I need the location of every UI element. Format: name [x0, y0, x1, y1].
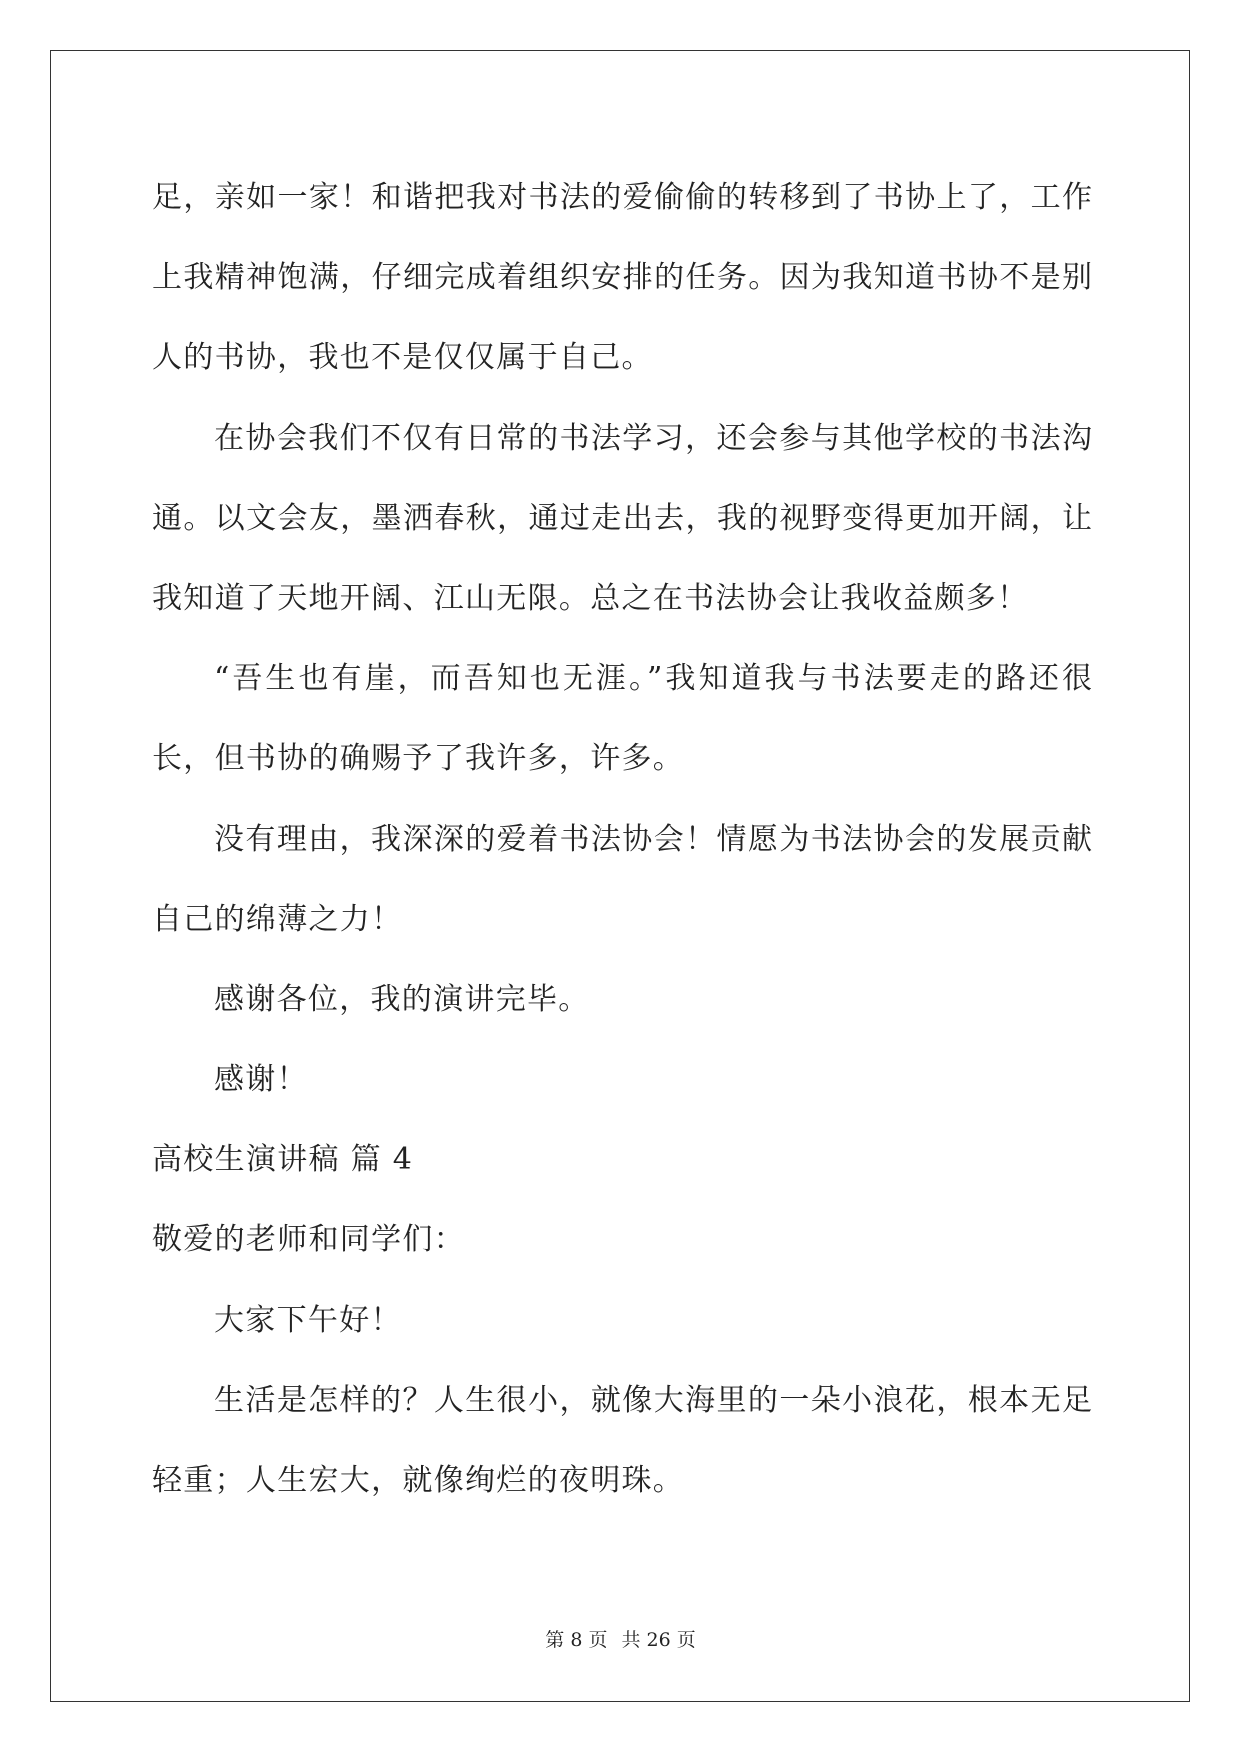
paragraph-start-line: 大家下午好！ — [214, 1302, 402, 1338]
paragraph-start-line: “吾生也有崖，而吾知也无涯。”我知道我与书法要走的路还很 — [214, 661, 1092, 697]
page-footer — [0, 1625, 1241, 1652]
salutation: 敬爱的老师和同学们： — [152, 1222, 465, 1258]
paragraph-start-line: 感谢各位，我的演讲完毕。 — [214, 981, 590, 1017]
page-total: 共 26 页 — [621, 1629, 696, 1651]
text-line: 自己的绵薄之力！ — [152, 901, 403, 937]
text-line: 轻重；人生宏大，就像绚烂的夜明珠。 — [152, 1463, 685, 1498]
paragraph-start-line: 感谢！ — [214, 1062, 308, 1098]
text-line: 足，亲如一家！和谐把我对书法的爱偷偷的转移到了书协上了，工作 — [152, 180, 1092, 215]
paragraph-start-line: 在协会我们不仅有日常的书法学习，还会参与其他学校的书法沟 — [214, 420, 1092, 456]
paragraph-start-line: 生活是怎样的？人生很小，就像大海里的一朵小浪花，根本无足 — [214, 1382, 1092, 1418]
text-line: 上我精神饱满，仔细完成着组织安排的任务。因为我知道书协不是别 — [152, 260, 1092, 296]
text-line: 人的书协，我也不是仅仅属于自己。 — [152, 340, 653, 376]
page-number: 第 8 页 — [545, 1629, 608, 1651]
document-body — [152, 158, 1092, 1521]
text-line: 长，但书协的确赐予了我许多，许多。 — [152, 741, 685, 777]
paragraph-start-line: 没有理由，我深深的爱着书法协会！情愿为书法协会的发展贡献 — [214, 821, 1092, 857]
text-line: 我知道了天地开阔、江山无限。总之在书法协会让我收益颇多！ — [152, 580, 1029, 616]
section-heading: 高校生演讲稿 篇 4 — [152, 1142, 414, 1178]
text-line: 通。以文会友，墨洒春秋，通过走出去，我的视野变得更加开阔，让 — [152, 500, 1092, 536]
